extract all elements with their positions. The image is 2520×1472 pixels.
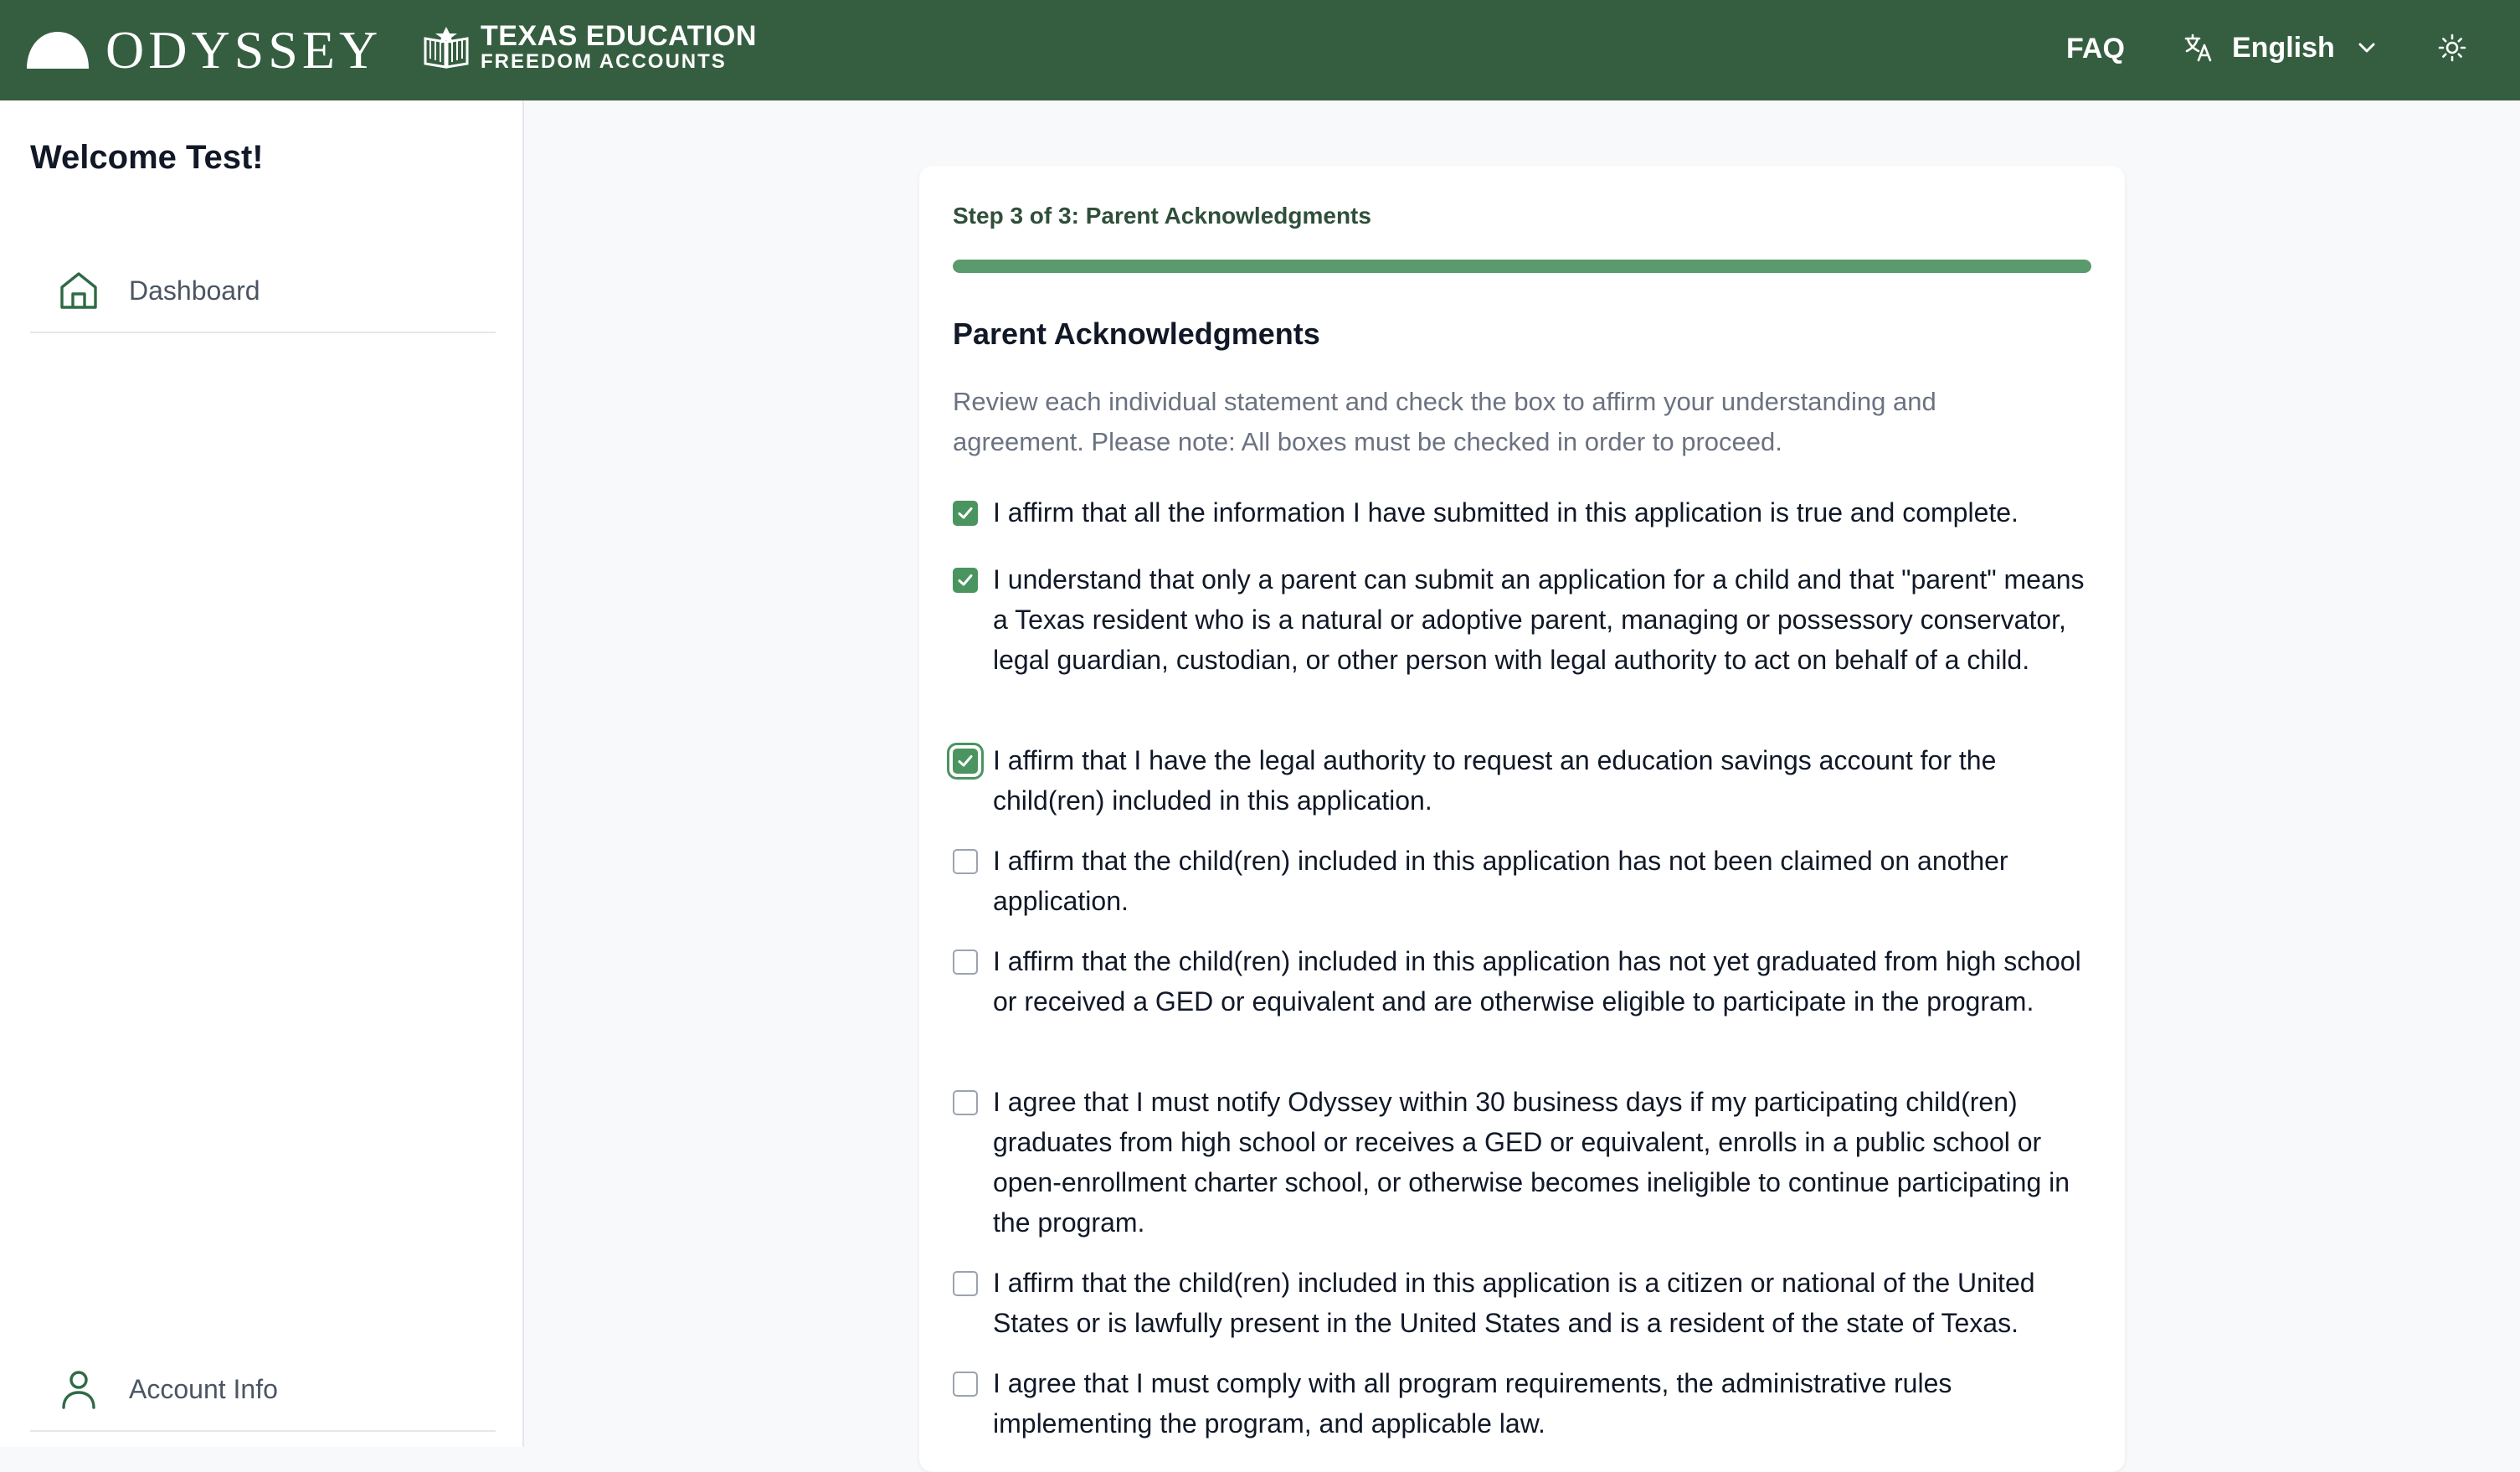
acknowledgment-checkbox[interactable] [953, 849, 978, 874]
checkmark-icon [957, 505, 974, 522]
progress-bar [953, 260, 2091, 273]
acknowledgment-text: I affirm that the child(ren) included in this application has not been claimed on another application. [993, 846, 2008, 916]
checkmark-icon [957, 572, 974, 589]
language-selector[interactable] [2183, 27, 2377, 69]
instructions-text: Review each individual statement and check the box to affirm your understanding and agreement. Please note: All boxes must be checked in order to proceed. [953, 387, 1936, 456]
acknowledgment-text: I affirm that I have the legal authority to request an education savings account for the child(ren) included in this application. [993, 745, 1997, 816]
faq-link[interactable]: FAQ [2066, 33, 2125, 64]
acknowledgment-item [953, 941, 2100, 1022]
user-icon [57, 1367, 100, 1411]
open-book-icon [422, 25, 471, 69]
acknowledgment-text: I agree that I must notify Odyssey within 30 business days if my participating child(ren) graduates from high school or receives a GED or equivalent, enrolls in a public school or open-enrollment charter school, or otherwise becomes ineligible to continue participating in the program. [993, 1087, 2070, 1238]
sidebar-item-label: Dashboard [129, 275, 260, 306]
acknowledgment-item [953, 841, 2100, 921]
sun-icon[interactable] [2438, 33, 2466, 62]
brand-name: ODYSSEY [105, 20, 383, 80]
acknowledgment-text: I understand that only a parent can submit an application for a child and that "parent" means a Texas resident who is a natural or adoptive parent, managing or possessory conservator, legal guardian, custodian, or other person with legal authority to act on behalf of a child. [993, 564, 2085, 675]
dome-logo-icon [27, 30, 89, 70]
acknowledgment-text: I affirm that all the information I have submitted in this application is true and complete. [993, 497, 2019, 528]
top-navbar [0, 0, 2520, 100]
acknowledgment-checkbox[interactable] [953, 1372, 978, 1397]
tefa-logo [422, 22, 757, 72]
acknowledgment-text: I agree that I must comply with all program requirements, the administrative rules implementing the program, and applicable law. [993, 1368, 1952, 1439]
step-indicator: Step 3 of 3: Parent Acknowledgments [953, 203, 1371, 229]
acknowledgment-checkbox[interactable] [953, 950, 978, 975]
acknowledgment-item [953, 1263, 2100, 1343]
acknowledgment-checkbox[interactable] [953, 749, 978, 774]
acknowledgment-text: I affirm that the child(ren) included in this application has not yet graduated from high school or received a GED or equivalent and are otherwise eligible to participate in the program. [993, 946, 2081, 1017]
acknowledgment-checkbox[interactable] [953, 501, 978, 526]
translate-icon [2183, 33, 2214, 63]
acknowledgment-item [953, 740, 2100, 821]
chevron-down-icon [2357, 38, 2377, 58]
tefa-subtitle: FREEDOM ACCOUNTS [481, 50, 727, 73]
progress-bar-fill [953, 260, 2091, 273]
acknowledgment-checkbox[interactable] [953, 568, 978, 593]
tefa-title: TEXAS EDUCATION [481, 20, 757, 52]
sidebar-item-account-info[interactable] [30, 1348, 496, 1432]
odyssey-logo[interactable] [27, 20, 383, 80]
language-label: English [2232, 32, 2335, 64]
sidebar-item-dashboard[interactable] [30, 250, 496, 333]
acknowledgment-text: I affirm that the child(ren) included in this application is a citizen or national of the United States or is lawfully present in the United States and is a resident of the state of Texas. [993, 1268, 2035, 1338]
sidebar [0, 100, 524, 1447]
welcome-heading: Welcome Test! [30, 139, 264, 176]
acknowledgment-item [953, 1082, 2100, 1243]
checkmark-icon [957, 753, 974, 769]
sidebar-item-label: Account Info [129, 1373, 278, 1404]
acknowledgment-checkbox[interactable] [953, 1271, 978, 1296]
section-title: Parent Acknowledgments [953, 317, 1320, 351]
acknowledgment-item [953, 1363, 2100, 1444]
home-icon [57, 269, 100, 312]
acknowledgments-card [919, 166, 2125, 1472]
acknowledgment-item [953, 492, 2100, 533]
acknowledgment-item [953, 559, 2100, 680]
acknowledgment-checkbox[interactable] [953, 1090, 978, 1115]
